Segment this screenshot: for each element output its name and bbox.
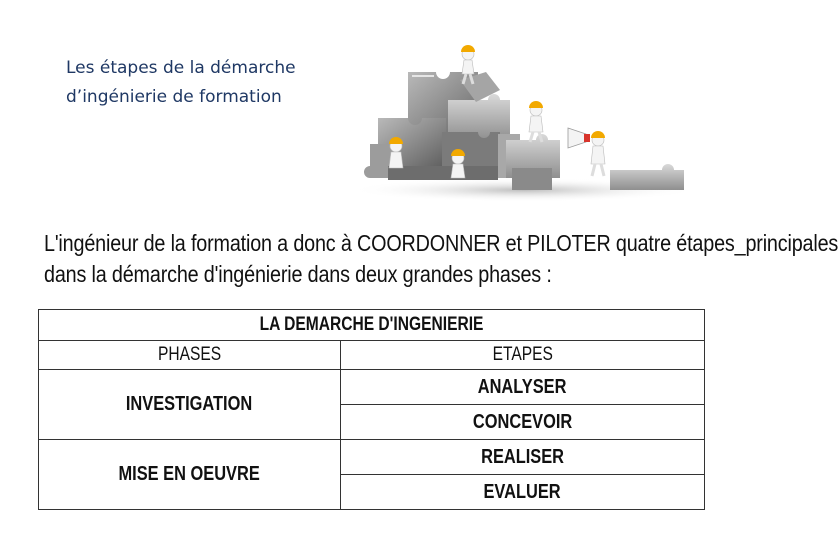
slide-title: [66, 54, 356, 112]
step-cell-realiser: [341, 440, 705, 475]
slide-title-line-2: d’ingénierie de formation: [66, 87, 282, 107]
table-caption: [39, 310, 705, 341]
puzzle-workers-icon: [348, 40, 700, 198]
slide-title-line-1: Les étapes de la démarche: [66, 58, 296, 78]
phase-cell-investigation: [39, 370, 341, 440]
puzzle-workers-illustration: [348, 40, 700, 198]
step-cell-analyser: [341, 370, 705, 405]
intro-text: [44, 228, 838, 290]
intro-line-1: L'ingénieur de la formation a donc à COORDONNER et PILOTER quatre étapes_principales: [44, 230, 838, 256]
table-caption-text: LA DEMARCHE D'INGENIERIE: [259, 314, 484, 335]
step-cell-evaluer: [341, 475, 705, 510]
step-name: CONCEVOIR: [472, 410, 573, 433]
phase-cell-mise-en-oeuvre: [39, 440, 341, 510]
phase-name: INVESTIGATION: [126, 393, 253, 415]
puzzle-stack: [364, 72, 684, 190]
column-header-phases: [39, 341, 341, 370]
phase-name: MISE EN OEUVRE: [118, 463, 261, 485]
engineering-process-table: [38, 309, 705, 510]
step-name: EVALUER: [483, 480, 562, 503]
step-name: REALISER: [481, 445, 564, 468]
column-header-etapes: [341, 341, 705, 370]
intro-line-2: dans la démarche d'ingénierie dans deux grandes phases :: [44, 261, 552, 287]
column-header-etapes-text: ETAPES: [492, 344, 553, 365]
step-cell-concevoir: [341, 405, 705, 440]
column-header-phases-text: PHASES: [157, 344, 222, 365]
step-name: ANALYSER: [478, 375, 567, 398]
